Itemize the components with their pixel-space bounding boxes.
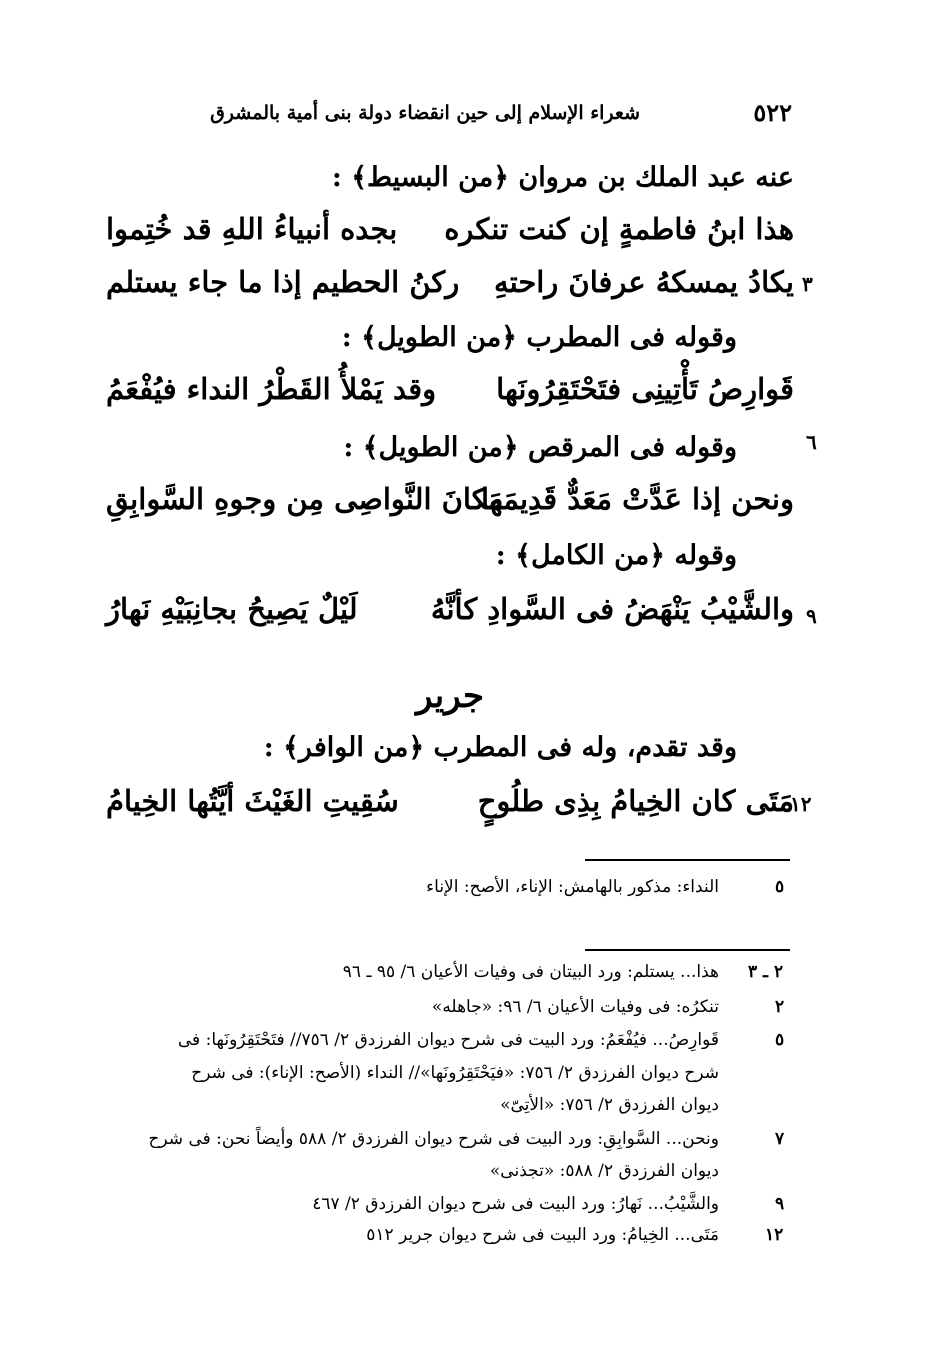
apparatus-note-number: ٥: [775, 877, 785, 897]
verse-4-first-hemistich: ونحن إذا عَدَّتْ مَعَدٌّ قَدِيمَها: [481, 482, 794, 516]
footnote-line: ونحن... السَّوابِقِ: ورد البيت فى شرح ديوان الفرزدق ٢/ ٥٨٨ وأيضاً نحن: فى شرح: [148, 1129, 719, 1149]
verse-3-second-hemistich: وقد يَمْلأُ القَطْرُ النداء فيُفْعَمُ: [106, 372, 437, 406]
footnote-line: مَتَى... الخِيامُ: ورد البيت فى شرح ديوان جرير ٥١٢: [366, 1225, 719, 1245]
verse-1-first-hemistich: هذا ابنُ فاطمةٍ إن كنت تنكره: [444, 212, 794, 246]
intro-line-3: وقوله فى المرقص ﴿من الطويل﴾ :: [343, 432, 737, 463]
apparatus-rule: [585, 859, 790, 861]
footnotes-rule: [585, 949, 790, 951]
verse-4-second-hemistich: مَكانَ النَّواصِى مِن وجوهِ السَّوابِقِ: [106, 482, 504, 516]
footnote-line: هذا... يستلم: ورد البيتان فى وفيات الأعيان ٦/ ٩٥ ـ ٩٦: [342, 962, 719, 982]
footnote-line: والشَّيْبُ... نَهارُ: ورد البيت فى شرح ديوان الفرزدق ٢/ ٤٦٧: [312, 1194, 719, 1214]
section-heading: جرير: [416, 676, 484, 716]
verse-line-number: ٩: [806, 604, 817, 628]
verse-5-first-hemistich: والشَّيْبُ يَنْهَضُ فى السَّوادِ كأنَّهُ: [430, 592, 794, 626]
verse-1-second-hemistich: بجده أنبياءُ اللهِ قد خُتِموا: [106, 212, 398, 246]
footnote-number: ٧: [775, 1129, 785, 1149]
footnote-line: شرح ديوان الفرزدق ٢/ ٧٥٦: «فيَحْتَقِرُونَها»// النداء (الأصح: الإناء): فى شرح: [191, 1063, 719, 1083]
verse-line-number: ٣: [802, 272, 813, 296]
intro-line-5: وقد تقدم، وله فى المطرب ﴿من الوافر﴾ :: [263, 732, 737, 763]
verse-6-second-hemistich: سُقِيتِ الغَيْثَ أيَّتُها الخِيامُ: [106, 784, 399, 818]
verse-2-first-hemistich: يكادُ يمسكهُ عرفانَ راحتهِ: [494, 265, 794, 299]
intro-line-2: وقوله فى المطرب ﴿من الطويل﴾ :: [341, 322, 737, 353]
footnote-number: ٢: [775, 997, 785, 1017]
footnote-line: تنكرُه: فى وفيات الأعيان ٦/ ٩٦: «جاهله»: [431, 997, 719, 1017]
verse-6-first-hemistich: مَتَى كان الخِيامُ بِذِى طلُوحٍ: [477, 784, 794, 818]
running-title: شعراء الإسلام إلى حين انقضاء دولة بنى أمية بالمشرق: [210, 102, 640, 124]
footnote-number: ٥: [775, 1030, 785, 1050]
apparatus-note-text: النداء: مذكور بالهامش: الإناء، الأصح: الإناء: [426, 877, 719, 897]
page-number: ٥٢٢: [753, 98, 792, 127]
footnote-number: ١٢: [765, 1225, 784, 1245]
footnote-number: ٢ ـ ٣: [748, 962, 784, 982]
footnote-line: قَوارِصُ... فيُفْعَمُ: ورد البيت فى شرح ديوان الفرزدق ٢/ ٧٥٦// فتَحْتَقِرُونَها: فى: [177, 1030, 719, 1050]
footnote-line: ديوان الفرزدق ٢/ ٥٨٨: «تجذنى»: [489, 1161, 719, 1181]
footnote-line: ديوان الفرزدق ٢/ ٧٥٦: «الأتِىّ»: [500, 1095, 719, 1115]
footnote-number: ٩: [775, 1194, 785, 1214]
verse-3-first-hemistich: قَوارِصُ تَأْتِينِى فتَحْتَقِرُونَها: [496, 372, 794, 406]
intro-line-1: عنه عبد الملك بن مروان ﴿من البسيط﴾ :: [331, 162, 794, 193]
intro-line-number: ٦: [806, 430, 817, 454]
verse-5-second-hemistich: لَيْلٌ يَصِيحُ بجانِبَيْهِ نَهارُ: [106, 592, 358, 626]
verse-line-number: ١٢: [790, 792, 812, 816]
verse-2-second-hemistich: ركنُ الحطيم إذا ما جاء يستلم: [106, 265, 460, 299]
intro-line-4: وقوله ﴿من الكامل﴾ :: [495, 540, 737, 571]
